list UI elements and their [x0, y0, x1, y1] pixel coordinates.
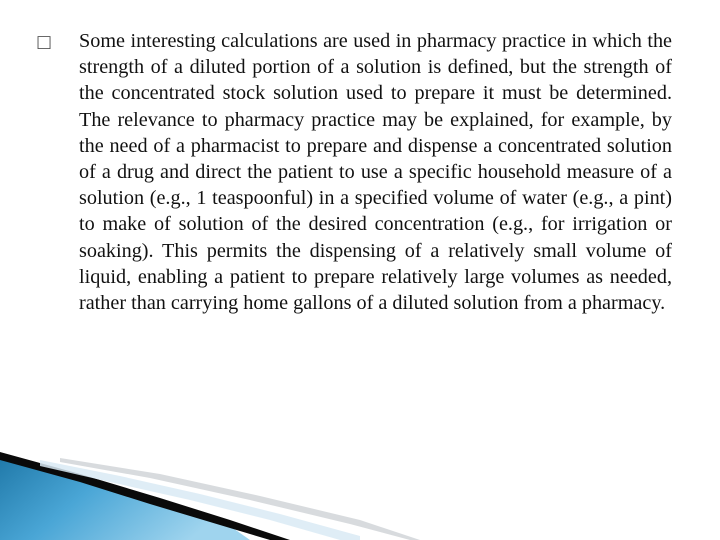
slide-content	[36, 28, 672, 316]
bullet-text: Some interesting calculations are used in pharmacy practice in which the strength of a diluted portion of a solution is defined, but the strength of the concentrated stock solution used to prepare it must be determined. The relevance to pharmacy practice may be explained, for example, by the need of a pharmacist to prepare and dispense a concentrated solution of a drug and direct the patient to use a specific household measure of a solution (e.g., 1 teaspoonful) in a specified volume of water (e.g., a pint) to make of solution of the desired concentration (e.g., for irrigation or soaking). This permits the dispensing of a relatively small volume of liquid, enabling a patient to prepare relatively large volumes as needed, rather than carrying home gallons of a diluted solution from a pharmacy.	[79, 30, 672, 315]
decorative-swoosh	[0, 440, 720, 540]
missing-glyph-box-icon: □	[36, 32, 53, 52]
bullet-item	[36, 28, 672, 316]
